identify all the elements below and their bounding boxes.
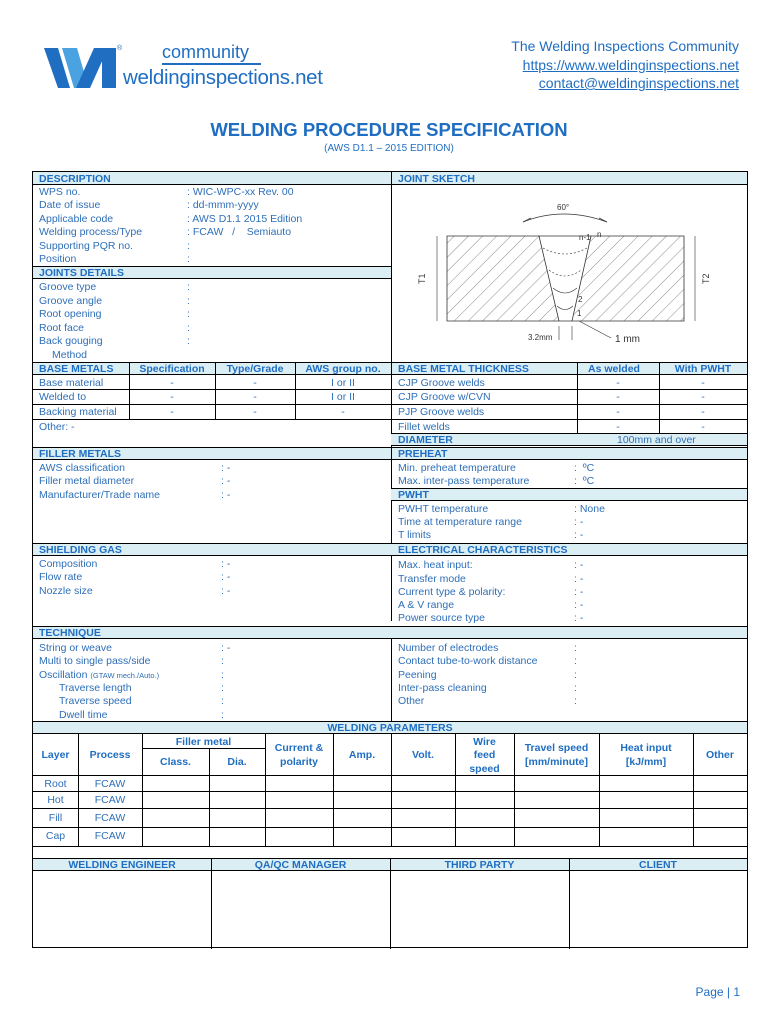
cjp-groove-label: CJP Groove welds bbox=[398, 377, 485, 389]
svg-text:n: n bbox=[597, 230, 602, 239]
logo-word: community bbox=[162, 42, 250, 62]
max-interpass-value[interactable]: : ºC bbox=[574, 475, 595, 487]
fillet-welds-aw[interactable]: - bbox=[616, 421, 620, 433]
pwht-heading: PWHT bbox=[398, 489, 429, 501]
svg-text:T2: T2 bbox=[701, 273, 711, 284]
description-band bbox=[33, 172, 747, 185]
col-heat-unit: [kJ/mm] bbox=[625, 756, 667, 768]
supporting-pqr-label: Supporting PQR no. bbox=[39, 240, 133, 252]
backing-material-label: Backing material bbox=[39, 406, 117, 418]
website-link[interactable]: https://www.weldinginspections.net bbox=[522, 56, 739, 73]
svg-text:2: 2 bbox=[578, 295, 583, 304]
time-at-temp-value[interactable]: : - bbox=[574, 516, 584, 528]
logo-registered-mark: ® bbox=[117, 45, 123, 52]
min-preheat-label: Min. preheat temperature bbox=[398, 462, 516, 474]
document-title: WELDING PROCEDURE SPECIFICATION bbox=[210, 119, 568, 140]
base-material-grade[interactable]: - bbox=[253, 377, 257, 389]
filler-heading: FILLER METALS bbox=[39, 448, 122, 460]
page-number: Page | 1 bbox=[695, 985, 740, 999]
diameter-heading: DIAMETER bbox=[398, 434, 453, 446]
oscillation-note: (GTAW mech./Auto.) bbox=[90, 671, 160, 680]
position-value[interactable]: : bbox=[187, 253, 190, 265]
traverse-speed-label: Traverse speed bbox=[59, 695, 132, 707]
filler-diameter-label: Filler metal diameter bbox=[39, 475, 135, 487]
peening-label: Peening bbox=[398, 669, 437, 681]
wps-form bbox=[32, 171, 748, 948]
logo-domain-text: weldinginspections.net bbox=[123, 66, 323, 89]
oscillation-text: Oscillation bbox=[39, 669, 88, 681]
sig-qaqc-manager: QA/QC MANAGER bbox=[254, 859, 347, 871]
technique-other-label: Other bbox=[398, 695, 425, 707]
sig-box-qaqc[interactable] bbox=[211, 872, 390, 948]
technique-other-value[interactable]: : bbox=[574, 695, 577, 707]
interpass-cleaning-value[interactable]: : bbox=[574, 682, 577, 694]
grid-line bbox=[142, 748, 265, 749]
col-filler: Filler metal bbox=[175, 736, 232, 748]
process-cap[interactable]: FCAW bbox=[94, 830, 126, 842]
root-opening-value[interactable]: : bbox=[187, 308, 190, 320]
transfer-mode-label: Transfer mode bbox=[398, 573, 466, 585]
grid-line bbox=[391, 639, 392, 721]
traverse-length-value[interactable]: : bbox=[221, 682, 224, 694]
backing-material-group[interactable]: - bbox=[341, 406, 345, 418]
col-speed: speed bbox=[469, 763, 500, 775]
wps-no-label: WPS no. bbox=[39, 186, 81, 198]
position-label: Position bbox=[39, 253, 77, 265]
sig-box-client[interactable] bbox=[569, 872, 747, 948]
sig-welding-engineer: WELDING ENGINEER bbox=[68, 859, 176, 871]
manufacturer-label: Manufacturer/Trade name bbox=[39, 489, 161, 501]
backing-material-spec[interactable]: - bbox=[170, 406, 174, 418]
grid-line bbox=[391, 404, 747, 405]
aws-group-heading: AWS group no. bbox=[305, 363, 381, 375]
shielding-band bbox=[33, 543, 747, 556]
thickness-heading: BASE METAL THICKNESS bbox=[398, 363, 529, 375]
pwht-temp-label: PWHT temperature bbox=[398, 503, 489, 515]
header-contact bbox=[511, 37, 739, 93]
string-weave-value[interactable]: : - bbox=[221, 642, 231, 654]
cjp-cvn-label: CJP Groove w/CVN bbox=[398, 391, 491, 403]
power-source-value[interactable]: : - bbox=[574, 612, 584, 624]
pjp-groove-aw[interactable]: - bbox=[616, 406, 620, 418]
aws-classification-value[interactable]: : - bbox=[221, 462, 231, 474]
type-grade-heading: Type/Grade bbox=[226, 363, 284, 375]
root-opening-label: Root opening bbox=[39, 308, 102, 320]
fillet-welds-pwht[interactable]: - bbox=[701, 421, 705, 433]
grid-line bbox=[391, 389, 747, 390]
wps-no-value[interactable]: : WIC-WPC-xx Rev. 00 bbox=[187, 186, 294, 198]
svg-text:60°: 60° bbox=[557, 203, 570, 212]
welding-process-value[interactable]: : FCAW / Semiauto bbox=[187, 226, 292, 238]
pjp-groove-pwht[interactable]: - bbox=[701, 406, 705, 418]
oscillation-value[interactable]: : bbox=[221, 669, 224, 681]
col-layer: Layer bbox=[41, 749, 70, 761]
dwell-time-value[interactable]: : bbox=[221, 709, 224, 721]
svg-text:T1: T1 bbox=[417, 273, 427, 284]
grid-line bbox=[33, 846, 747, 847]
col-other: Other bbox=[705, 749, 734, 761]
cjp-cvn-pwht[interactable]: - bbox=[701, 391, 705, 403]
back-gouging-value[interactable]: : bbox=[187, 335, 190, 347]
email-link[interactable]: contact@weldinginspections.net bbox=[538, 75, 739, 91]
dwell-time-label: Dwell time bbox=[59, 709, 108, 721]
sig-client: CLIENT bbox=[639, 859, 677, 871]
pjp-groove-label: PJP Groove welds bbox=[398, 406, 485, 418]
grid-line bbox=[33, 808, 747, 809]
sig-third-party: THIRD PARTY bbox=[444, 859, 515, 871]
pwht-temp-value[interactable]: : None bbox=[574, 503, 605, 515]
t-limits-value[interactable]: : - bbox=[574, 529, 584, 541]
oscillation-label bbox=[39, 669, 159, 682]
grid-line bbox=[142, 734, 143, 846]
supporting-pqr-value[interactable]: : bbox=[187, 240, 190, 252]
composition-label: Composition bbox=[39, 558, 98, 570]
grid-line bbox=[33, 791, 747, 792]
applicable-code-label: Applicable code bbox=[39, 213, 114, 225]
specification-heading: Specification bbox=[139, 363, 205, 375]
welded-to-label: Welded to bbox=[39, 391, 87, 403]
layer-root: Root bbox=[44, 778, 67, 790]
aws-classification-label: AWS classification bbox=[39, 462, 125, 474]
col-heat: Heat input bbox=[620, 742, 672, 754]
traverse-length-label: Traverse length bbox=[59, 682, 132, 694]
current-polarity-label: Current type & polarity: bbox=[398, 586, 506, 598]
root-face-label: Root face bbox=[39, 322, 84, 334]
groove-angle-label: Groove angle bbox=[39, 295, 103, 307]
date-of-issue-value[interactable]: : dd-mmm-yyyy bbox=[187, 199, 259, 211]
av-range-value[interactable]: : - bbox=[574, 599, 584, 611]
root-face-value[interactable]: : bbox=[187, 322, 190, 334]
col-travel: Travel speed bbox=[524, 742, 589, 754]
number-electrodes-label: Number of electrodes bbox=[398, 642, 499, 654]
max-heat-input-label: Max. heat input: bbox=[398, 559, 473, 571]
layer-fill: Fill bbox=[48, 812, 63, 824]
base-material-spec[interactable]: - bbox=[170, 377, 174, 389]
col-dia: Dia. bbox=[227, 756, 247, 768]
sig-box-third-party[interactable] bbox=[390, 872, 569, 948]
col-travel-unit: [mm/minute] bbox=[525, 756, 588, 768]
groove-angle-value[interactable]: : bbox=[187, 295, 190, 307]
process-hot[interactable]: FCAW bbox=[94, 794, 126, 806]
preheat-heading: PREHEAT bbox=[398, 448, 448, 460]
layer-cap: Cap bbox=[45, 830, 66, 842]
layer-hot: Hot bbox=[47, 794, 64, 806]
svg-text:1: 1 bbox=[577, 309, 582, 318]
welded-to-grade[interactable]: - bbox=[253, 391, 257, 403]
string-weave-label: String or weave bbox=[39, 642, 112, 654]
contact-tube-label: Contact tube-to-work distance bbox=[398, 655, 538, 667]
base-material-group[interactable]: I or II bbox=[331, 377, 355, 389]
grid-line bbox=[33, 389, 391, 390]
col-wire: Wire bbox=[473, 736, 496, 748]
composition-value[interactable]: : - bbox=[221, 558, 231, 570]
logo-mark bbox=[44, 46, 122, 90]
multi-single-value[interactable]: : bbox=[221, 655, 224, 667]
flow-rate-label: Flow rate bbox=[39, 571, 83, 583]
org-name: The Welding Inspections Community bbox=[511, 38, 739, 54]
number-electrodes-value[interactable]: : bbox=[574, 642, 577, 654]
base-metals-heading: BASE METALS bbox=[39, 363, 114, 375]
col-process: Process bbox=[89, 749, 131, 761]
as-welded-heading: As welded bbox=[588, 363, 640, 375]
technique-heading: TECHNIQUE bbox=[39, 627, 101, 639]
date-of-issue-label: Date of issue bbox=[39, 199, 101, 211]
interpass-cleaning-label: Inter-pass cleaning bbox=[398, 682, 487, 694]
nozzle-size-label: Nozzle size bbox=[39, 585, 93, 597]
parameters-heading: WELDING PARAMETERS bbox=[327, 722, 453, 734]
joints-heading: JOINTS DETAILS bbox=[39, 267, 124, 279]
col-amp: Amp. bbox=[348, 749, 376, 761]
document-subtitle: (AWS D1.1 – 2015 EDITION) bbox=[324, 143, 454, 154]
cjp-groove-pwht[interactable]: - bbox=[701, 377, 705, 389]
av-range-label: A & V range bbox=[398, 599, 455, 611]
other-base-metal[interactable]: Other: - bbox=[39, 421, 75, 433]
peening-value[interactable]: : bbox=[574, 669, 577, 681]
welded-to-group[interactable]: I or II bbox=[331, 391, 355, 403]
manufacturer-value[interactable]: : - bbox=[221, 489, 231, 501]
time-at-temp-label: Time at temperature range bbox=[398, 516, 522, 528]
traverse-speed-value[interactable]: : bbox=[221, 695, 224, 707]
min-preheat-value[interactable]: : ºC bbox=[574, 462, 595, 474]
applicable-code-value[interactable]: : AWS D1.1 2015 Edition bbox=[187, 213, 303, 225]
power-source-label: Power source type bbox=[398, 612, 485, 624]
with-pwht-heading: With PWHT bbox=[674, 363, 732, 375]
cjp-cvn-aw[interactable]: - bbox=[616, 391, 620, 403]
grid-line bbox=[391, 419, 747, 420]
t-limits-label: T limits bbox=[398, 529, 432, 541]
base-material-label: Base material bbox=[39, 377, 104, 389]
logo-community-text bbox=[162, 42, 249, 63]
process-fill[interactable]: FCAW bbox=[94, 812, 126, 824]
flow-rate-value[interactable]: : - bbox=[221, 571, 231, 583]
filler-band bbox=[33, 447, 747, 460]
pwht-band bbox=[391, 488, 747, 501]
svg-text:3.2mm: 3.2mm bbox=[528, 333, 553, 342]
svg-text:1 mm: 1 mm bbox=[615, 334, 640, 345]
technique-band bbox=[33, 626, 747, 639]
joint-sketch-diagram bbox=[403, 188, 733, 348]
sig-box-welding-engineer[interactable] bbox=[33, 872, 211, 948]
process-root[interactable]: FCAW bbox=[94, 778, 126, 790]
groove-type-label: Groove type bbox=[39, 281, 97, 293]
filler-diameter-value[interactable]: : - bbox=[221, 475, 231, 487]
diameter-value[interactable]: 100mm and over bbox=[617, 434, 696, 446]
col-feed: feed bbox=[473, 749, 496, 761]
nozzle-size-value[interactable]: : - bbox=[221, 585, 231, 597]
groove-type-value[interactable]: : bbox=[187, 281, 190, 293]
fillet-welds-label: Fillet welds bbox=[398, 421, 450, 433]
shielding-heading: SHIELDING GAS bbox=[39, 544, 122, 556]
col-class: Class. bbox=[160, 756, 191, 768]
svg-text:n-1: n-1 bbox=[579, 233, 591, 242]
col-polarity: polarity bbox=[280, 756, 318, 768]
cjp-groove-aw[interactable]: - bbox=[616, 377, 620, 389]
col-current: Current & bbox=[274, 742, 324, 754]
welded-to-spec[interactable]: - bbox=[170, 391, 174, 403]
transfer-mode-value[interactable]: : - bbox=[574, 573, 584, 585]
electrical-heading: ELECTRICAL CHARACTERISTICS bbox=[398, 544, 568, 556]
grid-line bbox=[33, 775, 747, 776]
grid-line bbox=[33, 827, 747, 828]
grid-line bbox=[33, 419, 391, 420]
method-label: Method bbox=[52, 349, 88, 361]
description-heading: DESCRIPTION bbox=[39, 173, 111, 185]
current-polarity-value[interactable]: : - bbox=[574, 586, 584, 598]
col-volt: Volt. bbox=[412, 749, 434, 761]
joint-sketch-heading: JOINT SKETCH bbox=[398, 173, 476, 185]
contact-tube-value[interactable]: : bbox=[574, 655, 577, 667]
welding-process-label: Welding process/Type bbox=[39, 226, 143, 238]
multi-single-label: Multi to single pass/side bbox=[39, 655, 151, 667]
grid-line bbox=[391, 447, 392, 621]
back-gouging-label: Back gouging bbox=[39, 335, 103, 347]
backing-material-grade[interactable]: - bbox=[253, 406, 257, 418]
grid-line bbox=[33, 404, 391, 405]
max-heat-input-value[interactable]: : - bbox=[574, 559, 584, 571]
max-interpass-label: Max. inter-pass temperature bbox=[398, 475, 530, 487]
